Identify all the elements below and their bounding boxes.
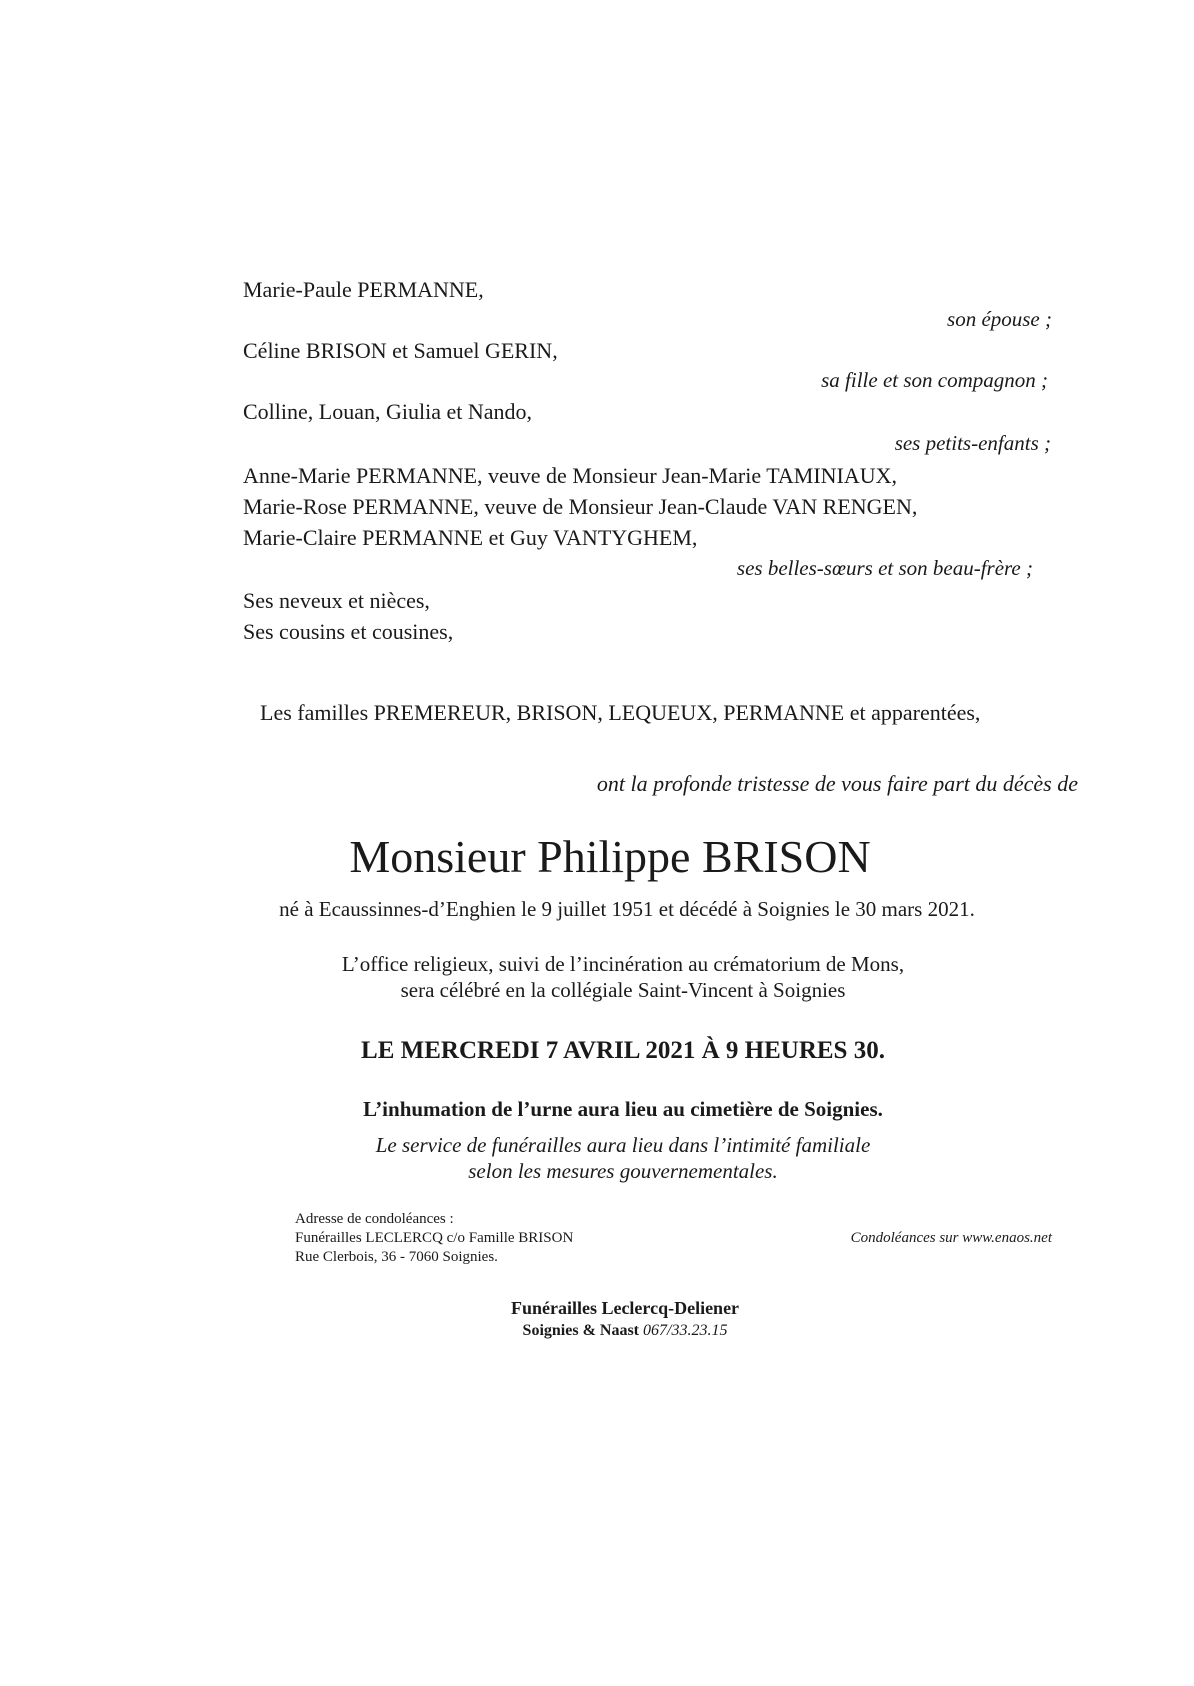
cousins-line: Ses cousins et cousines,: [243, 619, 454, 644]
funeral-home-name: Funérailles Leclercq-Deliener: [510, 1298, 740, 1318]
grandchildren-relation: ses petits-enfants ;: [894, 431, 1051, 455]
inlaw-line-1: Anne-Marie PERMANNE, veuve de Monsieur Jean-Marie TAMINIAUX,: [243, 463, 898, 488]
funeral-home-location: Soignies & Naast: [522, 1322, 639, 1339]
condolences-address-1: Funérailles LECLERCQ c/o Famille BRISON: [295, 1230, 574, 1246]
deceased-dates: né à Ecaussinnes-d’Enghien le 9 juillet 1951 et décédé à Soignies le 30 mars 2021.: [279, 897, 975, 921]
daughter-relation: sa fille et son compagnon ;: [821, 368, 1048, 392]
inlaw-relation: ses belles-sœurs et son beau-frère ;: [736, 556, 1033, 580]
condolences-address-2: Rue Clerbois, 36 - 7060 Soignies.: [295, 1249, 498, 1265]
families-line: Les familles PREMEREUR, BRISON, LEQUEUX, PERMANNE et apparentées,: [260, 700, 981, 725]
daughter-name: Céline BRISON et Samuel GERIN,: [243, 338, 558, 363]
spouse-relation: son épouse ;: [947, 307, 1052, 331]
deceased-name: Monsieur Philippe BRISON: [349, 831, 871, 882]
burial-line: L’inhumation de l’urne aura lieu au cimetière de Soignies.: [363, 1097, 883, 1121]
funeral-home-contact: [0, 1322, 1194, 1340]
condolences-online: Condoléances sur www.enaos.net: [850, 1230, 1052, 1246]
condolences-label: Adresse de condoléances :: [295, 1211, 454, 1227]
spouse-name: Marie-Paule PERMANNE,: [243, 277, 484, 302]
inlaw-line-3: Marie-Claire PERMANNE et Guy VANTYGHEM,: [243, 525, 698, 550]
inlaw-line-2: Marie-Rose PERMANNE, veuve de Monsieur Jean-Claude VAN RENGEN,: [243, 494, 918, 519]
ceremony-datetime: LE MERCREDI 7 AVRIL 2021 À 9 HEURES 30.: [361, 1037, 885, 1064]
funeral-home-phone: 067/33.23.15: [643, 1322, 728, 1339]
nephews-line: Ses neveux et nièces,: [243, 588, 430, 613]
ceremony-line-1: L’office religieux, suivi de l’incinération au crématorium de Mons,: [341, 952, 905, 976]
announcement: ont la profonde tristesse de vous faire part du décès de: [596, 771, 1078, 796]
privacy-line-2: selon les mesures gouvernementales.: [468, 1159, 778, 1183]
privacy-line-1: Le service de funérailles aura lieu dans l’intimité familiale: [375, 1133, 871, 1157]
grandchildren-names: Colline, Louan, Giulia et Nando,: [243, 399, 532, 424]
ceremony-line-2: sera célébré en la collégiale Saint-Vincent à Soignies: [400, 978, 846, 1002]
